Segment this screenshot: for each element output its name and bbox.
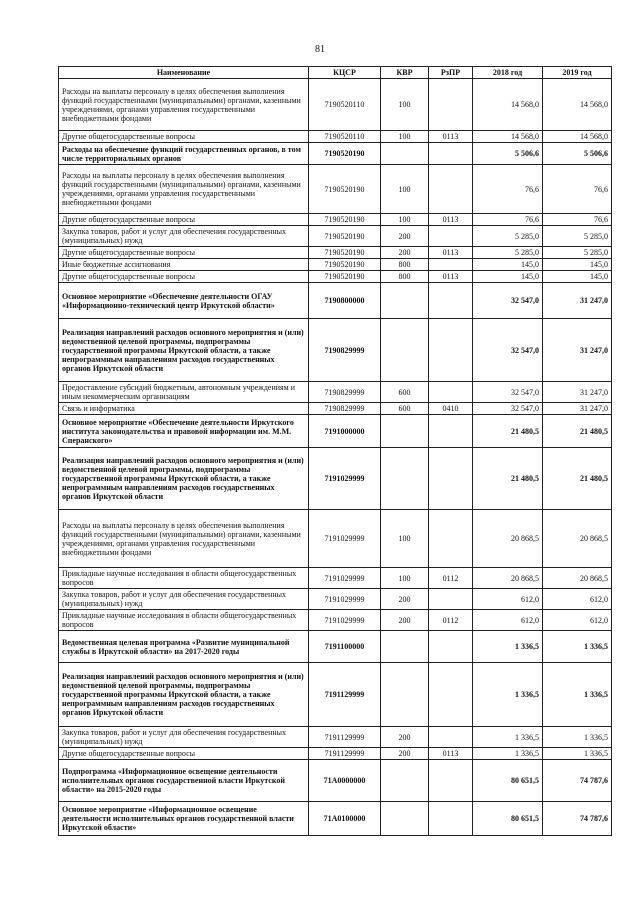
cell-2018: 20 868,5	[473, 510, 543, 568]
cell-kvr: 600	[381, 403, 429, 415]
cell-kcsr: 7190520190	[309, 271, 381, 283]
cell-kvr: 100	[381, 79, 429, 131]
cell-kcsr: 71А0100000	[309, 802, 381, 836]
cell-rzpr: 0113	[429, 748, 473, 760]
table-row	[59, 760, 612, 802]
table-row	[59, 415, 612, 448]
cell-2018: 14 568,0	[473, 131, 543, 143]
cell-2018: 32 547,0	[473, 382, 543, 403]
cell-rzpr	[429, 319, 473, 382]
cell-name: Закупка товаров, работ и услуг для обеспечения государственных (муниципальных) нужд	[59, 589, 309, 610]
cell-kvr: 200	[381, 727, 429, 748]
cell-2019: 20 868,5	[543, 510, 612, 568]
cell-2018: 5 285,0	[473, 226, 543, 247]
cell-name: Закупка товаров, работ и услуг для обеспечения государственных (муниципальных) нужд	[59, 226, 309, 247]
cell-kvr	[381, 760, 429, 802]
cell-2018: 14 568,0	[473, 79, 543, 131]
cell-name: Связь и информатика	[59, 403, 309, 415]
cell-name: Прикладные научные исследования в области общегосударственных вопросов	[59, 568, 309, 589]
cell-2018: 1 336,5	[473, 727, 543, 748]
cell-kcsr: 7191029999	[309, 589, 381, 610]
cell-2019: 31 247,0	[543, 319, 612, 382]
cell-2019: 1 336,5	[543, 748, 612, 760]
cell-kvr: 100	[381, 214, 429, 226]
cell-kcsr: 7190520110	[309, 131, 381, 143]
cell-kvr	[381, 283, 429, 319]
cell-2018: 20 868,5	[473, 568, 543, 589]
cell-2019: 612,0	[543, 589, 612, 610]
cell-kcsr: 7190520190	[309, 214, 381, 226]
cell-2019: 74 787,6	[543, 802, 612, 836]
cell-kvr: 200	[381, 226, 429, 247]
budget-table	[58, 66, 612, 836]
table-row	[59, 319, 612, 382]
table-row	[59, 448, 612, 510]
cell-2019: 14 568,0	[543, 131, 612, 143]
table-row	[59, 131, 612, 143]
table-row	[59, 247, 612, 259]
cell-2019: 1 336,5	[543, 663, 612, 727]
cell-kcsr: 7190520190	[309, 165, 381, 214]
cell-rzpr: 0113	[429, 247, 473, 259]
cell-kcsr: 7190520190	[309, 247, 381, 259]
cell-2018: 1 336,5	[473, 748, 543, 760]
cell-name: Предоставление субсидий бюджетным, автономным учреждениям и иным некоммерческим организациям	[59, 382, 309, 403]
cell-2019: 145,0	[543, 259, 612, 271]
cell-2018: 612,0	[473, 589, 543, 610]
cell-name: Другие общегосударственные вопросы	[59, 131, 309, 143]
cell-kcsr: 7191029999	[309, 568, 381, 589]
cell-kcsr: 7190520110	[309, 79, 381, 131]
cell-kvr	[381, 448, 429, 510]
cell-2018: 1 336,5	[473, 631, 543, 663]
cell-2018: 32 547,0	[473, 319, 543, 382]
cell-kvr: 100	[381, 165, 429, 214]
cell-kvr: 200	[381, 610, 429, 631]
cell-kvr	[381, 663, 429, 727]
table-row	[59, 663, 612, 727]
table-row	[59, 165, 612, 214]
cell-name: Основное мероприятие «Информационное освещение деятельности исполнительных органов государственной власти Иркутской области»	[59, 802, 309, 836]
table-row	[59, 589, 612, 610]
cell-kvr: 100	[381, 568, 429, 589]
cell-2019: 31 247,0	[543, 382, 612, 403]
cell-2018: 612,0	[473, 610, 543, 631]
cell-kvr: 800	[381, 271, 429, 283]
table-row	[59, 214, 612, 226]
cell-kcsr: 7190829999	[309, 319, 381, 382]
cell-kvr	[381, 415, 429, 448]
cell-rzpr: 0113	[429, 131, 473, 143]
cell-rzpr: 0113	[429, 214, 473, 226]
page-number: 81	[315, 44, 325, 55]
cell-2018: 32 547,0	[473, 283, 543, 319]
cell-kcsr: 7191129999	[309, 663, 381, 727]
cell-2019: 145,0	[543, 271, 612, 283]
cell-kcsr: 7191129999	[309, 727, 381, 748]
cell-2019: 5 506,6	[543, 143, 612, 165]
cell-kcsr: 7190520190	[309, 259, 381, 271]
cell-kcsr: 7190829999	[309, 403, 381, 415]
cell-2019: 76,6	[543, 165, 612, 214]
cell-2018: 32 547,0	[473, 403, 543, 415]
cell-kvr: 200	[381, 247, 429, 259]
cell-rzpr	[429, 663, 473, 727]
cell-name: Расходы на обеспечение функций государственных органов, в том числе территориальных органов	[59, 143, 309, 165]
cell-2019: 5 285,0	[543, 226, 612, 247]
cell-name: Расходы на выплаты персоналу в целях обеспечения выполнения функций государственными (муниципальными) органами, казенными учреждениями, органами управления государственными внебюджетными фондами	[59, 165, 309, 214]
table-row	[59, 610, 612, 631]
cell-name: Прикладные научные исследования в области общегосударственных вопросов	[59, 610, 309, 631]
column-header-kvr: КВР	[381, 67, 429, 79]
cell-name: Основное мероприятие «Обеспечение деятельности ОГАУ «Информационно-технический центр Иркутской области»	[59, 283, 309, 319]
table-row	[59, 283, 612, 319]
table-body	[59, 79, 612, 836]
cell-rzpr	[429, 259, 473, 271]
cell-kcsr: 7190800000	[309, 283, 381, 319]
cell-name: Иные бюджетные ассигнования	[59, 259, 309, 271]
cell-name: Реализация направлений расходов основного мероприятия и (или) ведомственной целевой программы, подпрограммы государственной программы Иркутской области, а также непрограммным направлениям расходов государственных органов Иркутской области	[59, 319, 309, 382]
cell-2018: 145,0	[473, 259, 543, 271]
cell-2018: 5 285,0	[473, 247, 543, 259]
cell-name: Другие общегосударственные вопросы	[59, 214, 309, 226]
cell-rzpr	[429, 415, 473, 448]
cell-kcsr: 7191029999	[309, 510, 381, 568]
column-header-rzpr: РзПР	[429, 67, 473, 79]
cell-kcsr: 7190520190	[309, 226, 381, 247]
cell-kvr	[381, 319, 429, 382]
cell-2019: 1 336,5	[543, 631, 612, 663]
cell-kcsr: 7191129999	[309, 748, 381, 760]
cell-rzpr	[429, 226, 473, 247]
cell-name: Подпрограмма «Информационное освещение деятельности исполнительных органов государственной власти Иркутской области» на 2015-2020 годы	[59, 760, 309, 802]
cell-2019: 5 285,0	[543, 247, 612, 259]
cell-rzpr	[429, 448, 473, 510]
cell-rzpr	[429, 283, 473, 319]
cell-2018: 76,6	[473, 165, 543, 214]
table-header-row	[59, 67, 612, 79]
cell-kcsr: 7191000000	[309, 415, 381, 448]
table-row	[59, 259, 612, 271]
cell-2018: 80 651,5	[473, 760, 543, 802]
cell-2019: 74 787,6	[543, 760, 612, 802]
cell-rzpr	[429, 760, 473, 802]
cell-name: Закупка товаров, работ и услуг для обеспечения государственных (муниципальных) нужд	[59, 727, 309, 748]
column-header-2019: 2019 год	[543, 67, 612, 79]
cell-rzpr	[429, 79, 473, 131]
cell-name: Реализация направлений расходов основного мероприятия и (или) ведомственной целевой программы, подпрограммы государственной программы Иркутской области, а также непрограммным направлениям расходов государственных органов Иркутской области	[59, 663, 309, 727]
cell-rzpr	[429, 802, 473, 836]
cell-2018: 76,6	[473, 214, 543, 226]
cell-name: Реализация направлений расходов основного мероприятия и (или) ведомственной целевой программы, подпрограммы государственной программы Иркутской области, а также непрограммным направлениям расходов государственных органов Иркутской области	[59, 448, 309, 510]
cell-kvr: 200	[381, 748, 429, 760]
cell-kvr: 100	[381, 510, 429, 568]
cell-name: Другие общегосударственные вопросы	[59, 271, 309, 283]
table-row	[59, 382, 612, 403]
table-row	[59, 748, 612, 760]
cell-2018: 1 336,5	[473, 663, 543, 727]
cell-kcsr: 7191100000	[309, 631, 381, 663]
cell-kcsr: 7190520190	[309, 143, 381, 165]
column-header-kcsr: КЦСР	[309, 67, 381, 79]
cell-kcsr: 71А0000000	[309, 760, 381, 802]
table-row	[59, 802, 612, 836]
cell-rzpr: 0113	[429, 271, 473, 283]
cell-kvr: 800	[381, 259, 429, 271]
table-row	[59, 631, 612, 663]
table-row	[59, 143, 612, 165]
cell-kvr	[381, 802, 429, 836]
cell-kcsr: 7191029999	[309, 610, 381, 631]
cell-2018: 80 651,5	[473, 802, 543, 836]
column-header-name: Наименование	[59, 67, 309, 79]
table-row	[59, 510, 612, 568]
cell-name: Расходы на выплаты персоналу в целях обеспечения выполнения функций государственными (муниципальными) органами, казенными учреждениями, органами управления государственными внебюджетными фондами	[59, 79, 309, 131]
cell-2018: 5 506,6	[473, 143, 543, 165]
cell-2019: 612,0	[543, 610, 612, 631]
cell-kvr: 200	[381, 589, 429, 610]
table-row	[59, 79, 612, 131]
cell-2019: 31 247,0	[543, 283, 612, 319]
table-row	[59, 727, 612, 748]
cell-rzpr: 0112	[429, 568, 473, 589]
column-header-2018: 2018 год	[473, 67, 543, 79]
table-row	[59, 403, 612, 415]
cell-rzpr	[429, 510, 473, 568]
cell-kvr	[381, 631, 429, 663]
cell-kvr: 600	[381, 382, 429, 403]
cell-name: Ведомственная целевая программа «Развитие муниципальной службы в Иркутской области» на 2017-2020 годы	[59, 631, 309, 663]
table-row	[59, 226, 612, 247]
cell-name: Другие общегосударственные вопросы	[59, 748, 309, 760]
cell-rzpr: 0410	[429, 403, 473, 415]
cell-rzpr	[429, 165, 473, 214]
table-row	[59, 568, 612, 589]
table-row	[59, 271, 612, 283]
cell-2019: 31 247,0	[543, 403, 612, 415]
cell-2019: 21 480,5	[543, 448, 612, 510]
cell-kcsr: 7191029999	[309, 448, 381, 510]
cell-2018: 145,0	[473, 271, 543, 283]
cell-name: Расходы на выплаты персоналу в целях обеспечения выполнения функций государственными (муниципальными) органами, казенными учреждениями, органами управления государственными внебюджетными фондами	[59, 510, 309, 568]
cell-rzpr	[429, 382, 473, 403]
cell-rzpr	[429, 631, 473, 663]
cell-rzpr	[429, 727, 473, 748]
cell-kvr: 100	[381, 131, 429, 143]
cell-rzpr	[429, 589, 473, 610]
cell-kcsr: 7190829999	[309, 382, 381, 403]
cell-rzpr	[429, 143, 473, 165]
cell-2018: 21 480,5	[473, 448, 543, 510]
cell-2019: 1 336,5	[543, 727, 612, 748]
cell-2019: 20 868,5	[543, 568, 612, 589]
cell-kvr	[381, 143, 429, 165]
cell-2018: 21 480,5	[473, 415, 543, 448]
cell-name: Другие общегосударственные вопросы	[59, 247, 309, 259]
cell-name: Основное мероприятие «Обеспечение деятельности Иркутского института законодательства и правовой информации им. М.М. Сперанского»	[59, 415, 309, 448]
cell-2019: 21 480,5	[543, 415, 612, 448]
cell-2019: 14 568,0	[543, 79, 612, 131]
cell-rzpr: 0112	[429, 610, 473, 631]
cell-2019: 76,6	[543, 214, 612, 226]
